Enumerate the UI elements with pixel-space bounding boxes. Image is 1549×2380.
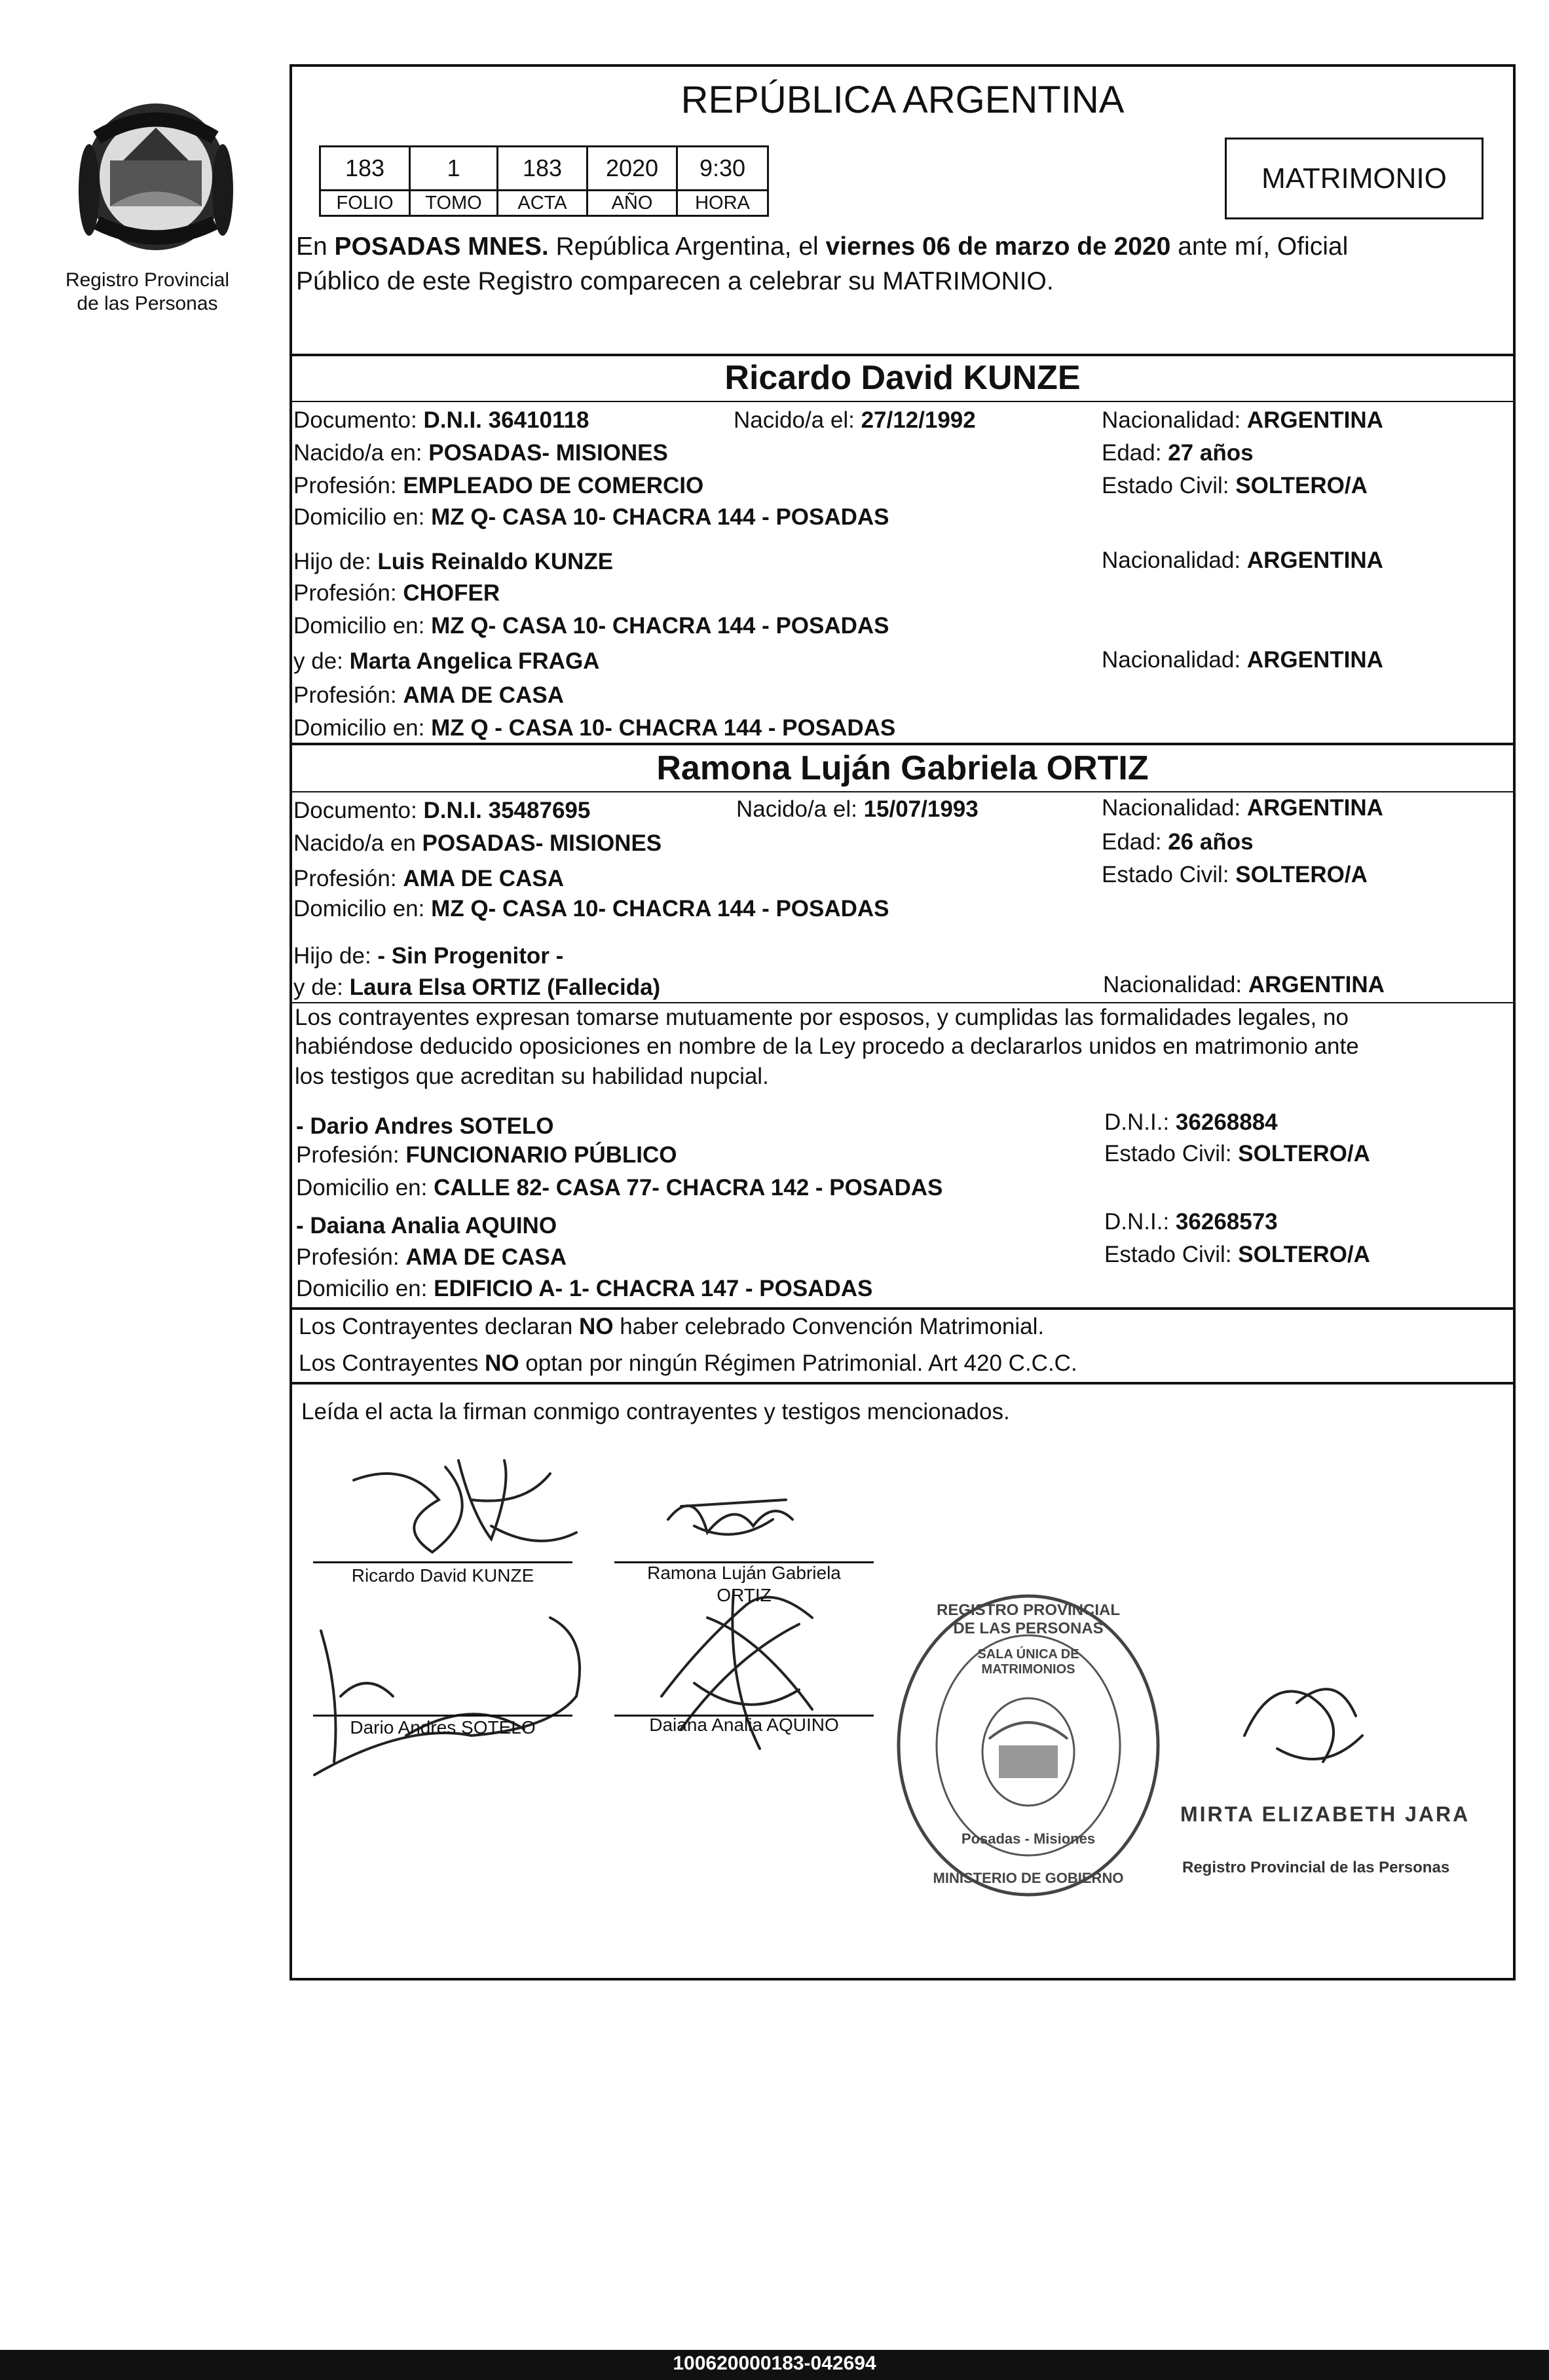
spouse1-mother-nationality: Nacionalidad: ARGENTINA [1102, 647, 1383, 673]
anio-value: 2020 [586, 145, 678, 191]
patrimonial-line-1: Los Contrayentes declaran NO haber celebrado Convención Matrimonial. [299, 1314, 1045, 1339]
spouse1-age: Edad: 27 años [1102, 440, 1254, 466]
registry-fields-table [319, 145, 771, 219]
act-type-box [1225, 138, 1484, 219]
signature-witness1-scribble [314, 1618, 580, 1775]
signature-official-scribble [1244, 1689, 1362, 1762]
spouse2-birthplace: Nacido/a en POSADAS- MISIONES [293, 830, 662, 856]
country-title: REPÚBLICA ARGENTINA [681, 79, 1125, 121]
spouse2-mother: y de: Laura Elsa ORTIZ (Fallecida) [293, 975, 661, 1000]
acta-value: 183 [496, 145, 588, 191]
declaration-line-3: los testigos que acreditan su habilidad nupcial. [295, 1064, 769, 1089]
closing-statement: Leída el acta la firman conmigo contrayentes y testigos mencionados. [301, 1399, 1010, 1424]
spouse2-mother-nationality: Nacionalidad: ARGENTINA [1103, 972, 1385, 997]
spouse2-nationality: Nacionalidad: ARGENTINA [1102, 795, 1383, 821]
spouse1-profession: Profesión: EMPLEADO DE COMERCIO [293, 473, 704, 498]
anio-label: AÑO [586, 189, 678, 217]
divider-patrimonial [289, 1382, 1516, 1385]
acta-label: ACTA [496, 189, 588, 217]
hora-label: HORA [676, 189, 769, 217]
witness1-profession: Profesión: FUNCIONARIO PÚBLICO [296, 1142, 677, 1168]
signature-label-spouse1: Ricardo David KUNZE [351, 1565, 534, 1586]
witness2-profession: Profesión: AMA DE CASA [296, 1244, 567, 1270]
spouse2-age: Edad: 26 años [1102, 829, 1254, 855]
divider-witnesses [289, 1307, 1516, 1310]
signature-spouse1-scribble [354, 1460, 576, 1552]
intro-place: POSADAS MNES. [334, 232, 549, 261]
witness1-civil-status: Estado Civil: SOLTERO/A [1104, 1141, 1370, 1166]
spouse1-mother: y de: Marta Angelica FRAGA [293, 648, 600, 674]
spouse1-mother-address: Domicilio en: MZ Q - CASA 10- CHACRA 144 - POSADAS [293, 715, 896, 741]
declaration-line-2: habiéndose deducido oposiciones en nombre de la Ley procedo a declararlos unidos en matrimonio ante [295, 1033, 1359, 1059]
signature-spouse2-scribble [668, 1500, 793, 1534]
official-name: MIRTA ELIZABETH JARA [1180, 1802, 1470, 1826]
witness1-address: Domicilio en: CALLE 82- CASA 77- CHACRA 142 - POSADAS [296, 1175, 943, 1200]
spouse2-name: Ramona Luján Gabriela ORTIZ [656, 749, 1149, 787]
patrimonial-line-2: Los Contrayentes NO optan por ningún Régimen Patrimonial. Art 420 C.C.C. [299, 1350, 1077, 1376]
spouse2-address: Domicilio en: MZ Q- CASA 10- CHACRA 144 - POSADAS [293, 896, 889, 921]
spouse2-birthdate: Nacido/a el: 15/07/1993 [736, 796, 979, 822]
intro-date: viernes 06 de marzo de 2020 [825, 232, 1171, 261]
spouse1-address: Domicilio en: MZ Q- CASA 10- CHACRA 144 - POSADAS [293, 504, 889, 530]
spouse2-father: Hijo de: - Sin Progenitor - [293, 943, 564, 969]
signature-line-witness1 [313, 1715, 572, 1717]
divider-spouse1-name [289, 401, 1516, 402]
witness1-dni: D.N.I.: 36268884 [1104, 1109, 1278, 1135]
spouse1-name: Ricardo David KUNZE [724, 359, 1081, 397]
signature-label-spouse2-line2: ORTIZ [717, 1585, 772, 1605]
spouse1-birthdate: Nacido/a el: 27/12/1992 [734, 407, 976, 433]
spouse2-document: Documento: D.N.I. 35487695 [293, 798, 591, 823]
divider-spouse1 [289, 743, 1516, 745]
folio-value: 183 [319, 145, 411, 191]
signature-label-witness2: Daiana Analia AQUINO [649, 1715, 839, 1735]
spouse2-profession: Profesión: AMA DE CASA [293, 866, 564, 891]
witness2-name: - Daiana Analia AQUINO [296, 1213, 557, 1238]
province-seal-logo [77, 98, 234, 255]
divider-spouse2-name [289, 791, 1516, 792]
stamp-inner-text: SALA ÚNICA DE MATRIMONIOS [977, 1647, 1079, 1677]
tomo-label: TOMO [409, 189, 498, 217]
spouse1-document: Documento: D.N.I. 36410118 [293, 407, 589, 433]
declaration-line-1: Los contrayentes expresan tomarse mutuamente por esposos, y cumplidas las formalidades legales, no [295, 1005, 1349, 1030]
spouse1-birthplace: Nacido/a en: POSADAS- MISIONES [293, 440, 668, 466]
spouse1-father-profession: Profesión: CHOFER [293, 580, 500, 606]
stamp-city-text: Posadas - Misiones [961, 1831, 1096, 1847]
witness2-dni: D.N.I.: 36268573 [1104, 1209, 1278, 1235]
intro-line-2: Público de este Registro comparecen a celebrar su MATRIMONIO. [296, 267, 1054, 295]
spouse1-father: Hijo de: Luis Reinaldo KUNZE [293, 549, 614, 574]
official-title: Registro Provincial de las Personas [1182, 1859, 1450, 1876]
seal-icon [77, 98, 234, 255]
divider-intro [289, 354, 1516, 356]
signature-line-spouse1 [313, 1561, 572, 1563]
registry-official-stamp [891, 1588, 1166, 1903]
spouse2-civil-status: Estado Civil: SOLTERO/A [1102, 862, 1368, 887]
folio-label: FOLIO [319, 189, 411, 217]
witness2-address: Domicilio en: EDIFICIO A- 1- CHACRA 147 - POSADAS [296, 1276, 873, 1301]
spouse1-mother-profession: Profesión: AMA DE CASA [293, 682, 564, 708]
spouse1-nationality: Nacionalidad: ARGENTINA [1102, 407, 1383, 433]
intro-line-1: En POSADAS MNES. República Argentina, el viernes 06 de marzo de 2020 ante mí, Oficial [296, 232, 1349, 261]
tomo-value: 1 [409, 145, 498, 191]
registry-name-line2: de las Personas [77, 293, 218, 314]
hora-value: 9:30 [676, 145, 769, 191]
signature-label-witness1: Dario Andres SOTELO [350, 1717, 536, 1738]
act-type-label: MATRIMONIO [1261, 162, 1447, 195]
spouse1-civil-status: Estado Civil: SOLTERO/A [1102, 473, 1368, 498]
footer-code: 100620000183-042694 [673, 2352, 876, 2374]
stamp-outer-text: REGISTRO PROVINCIAL DE LAS PERSONAS [936, 1601, 1121, 1637]
registry-name-line1: Registro Provincial [65, 269, 230, 291]
witness1-name: - Dario Andres SOTELO [296, 1113, 554, 1139]
signature-label-spouse2-line1: Ramona Luján Gabriela [647, 1563, 841, 1583]
spouse1-father-address: Domicilio en: MZ Q- CASA 10- CHACRA 144 - POSADAS [293, 613, 889, 639]
stamp-bottom-text: MINISTERIO DE GOBIERNO [933, 1870, 1124, 1886]
witness2-civil-status: Estado Civil: SOLTERO/A [1104, 1242, 1370, 1267]
spouse1-father-nationality: Nacionalidad: ARGENTINA [1102, 548, 1383, 573]
registry-name [39, 269, 255, 316]
